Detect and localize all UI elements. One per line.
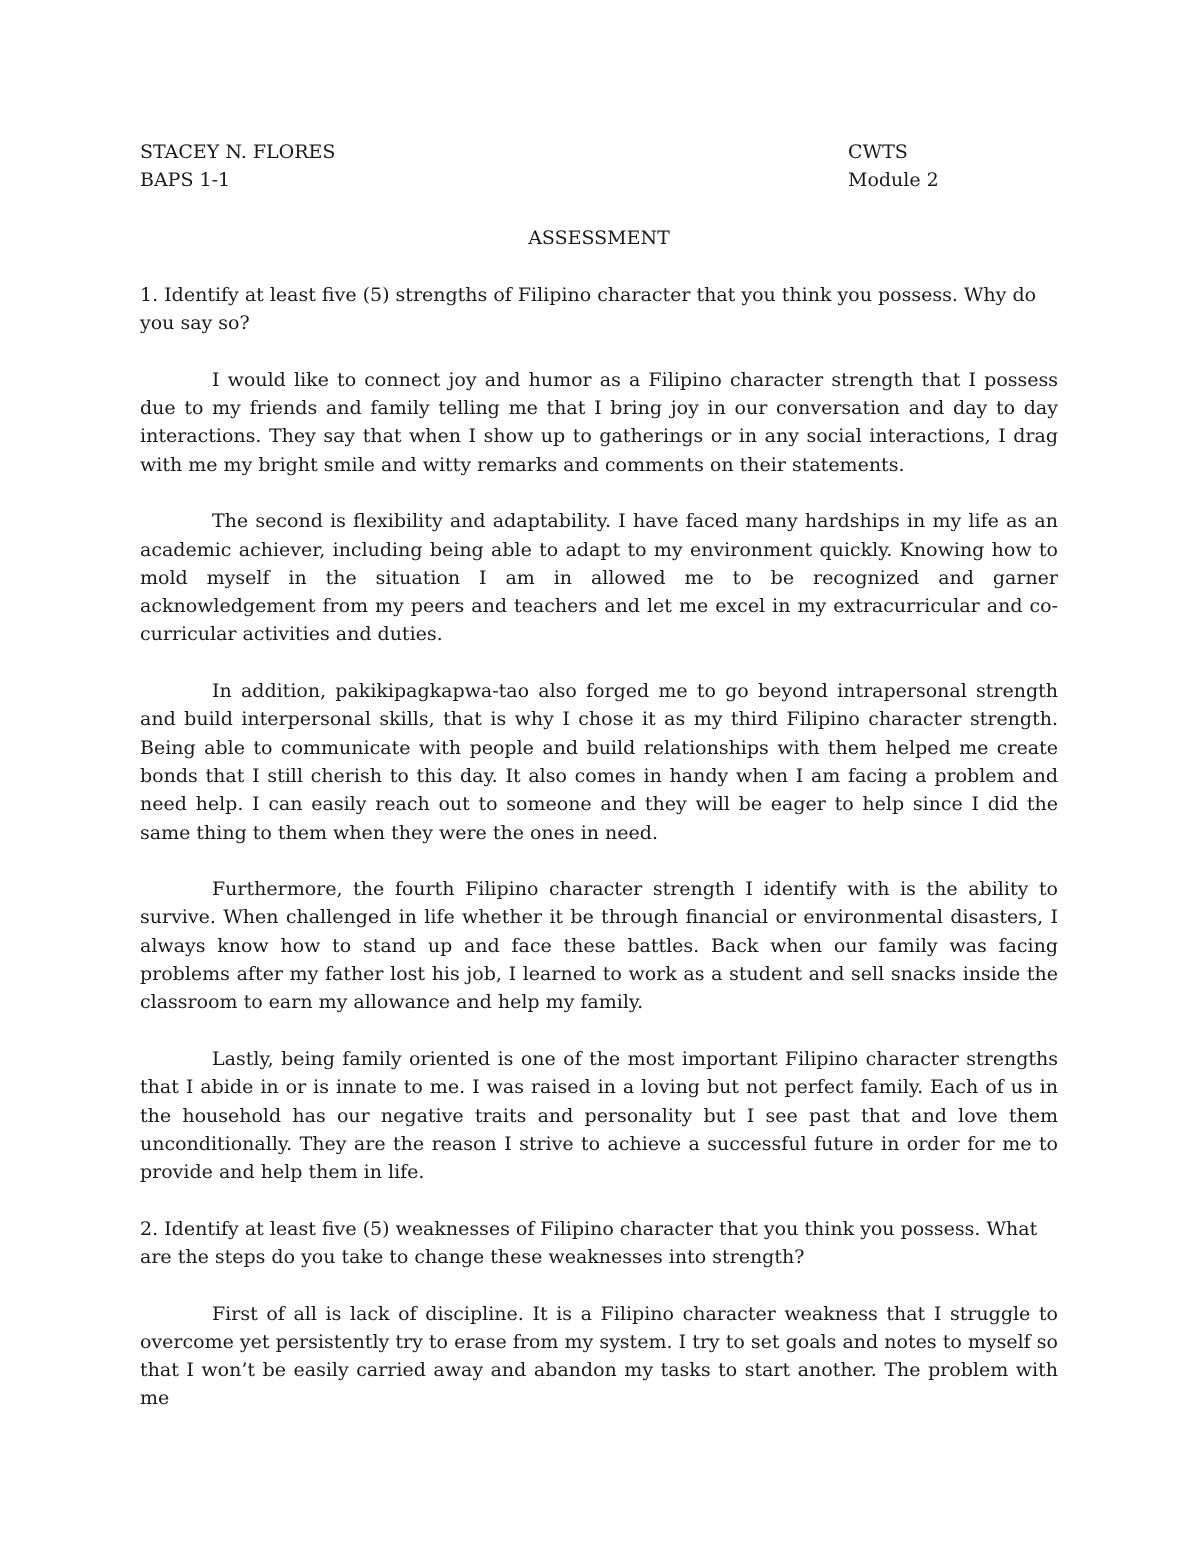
header-row-1 xyxy=(140,138,1058,166)
answer-2-paragraph-1: First of all is lack of discipline. It is a Filipino character weakness that I struggle to overcome yet persistently try to erase from my system. I try to set goals and notes to myself so that I won’t be easily carried away and abandon my tasks to start another. The problem with me xyxy=(140,1302,1058,1410)
student-section: BAPS 1-1 xyxy=(140,169,231,192)
header-row-2 xyxy=(140,166,1058,194)
student-name: STACEY N. FLORES xyxy=(140,141,336,163)
answer-1-paragraph-4: Furthermore, the fourth Filipino character strength I identify with is the ability to survive. When challenged in life whether it be through financial or environmental disasters, I always know how to stand up and face these battles. Back when our family was facing problems after my father lost his job, I learned to work as a student and sell snacks inside the classroom to earn my allowance and help my family. xyxy=(140,878,1058,1014)
answer-1-paragraph-1: I would like to connect joy and humor as a Filipino character strength that I possess due to my friends and family telling me that I bring joy in our conversation and day to day interactions. They say that when I show up to gatherings or in any social interactions, I drag with me my bright smile and witty remarks and comments on their statements. xyxy=(140,368,1058,476)
answer-1-paragraph-5: Lastly, being family oriented is one of the most important Filipino character strengths that I abide in or is innate to me. I was raised in a loving but not perfect family. Each of us in the household has our negative traits and personality but I see past that and love them unconditionally. They are the reason I strive to achieve a successful future in order for me to provide and help them in life. xyxy=(140,1047,1058,1184)
answer-1-paragraph-3: In addition, pakikipagkapwa-tao also forged me to go beyond intrapersonal strength and build interpersonal skills, that is why I chose it as my third Filipino character strength. Being able to communicate with people and build relationships with them helped me create bonds that I still cherish to this day. It also comes in handy when I am facing a problem and need help. I can easily reach out to someone and they will be eager to help since I did the same thing to them when they were the ones in need. xyxy=(140,680,1058,844)
question-2: 2. Identify at least five (5) weaknesses of Filipino character that you think you possess. What are the steps do you take to change these weaknesses into strength? xyxy=(140,1217,1038,1268)
course-name: CWTS xyxy=(848,141,908,163)
question-1: 1. Identify at least five (5) strengths of Filipino character that you think you possess. Why do you say so? xyxy=(140,283,1037,335)
document-page xyxy=(140,138,1058,1413)
document-title: ASSESSMENT xyxy=(528,226,670,249)
answer-1-paragraph-2: The second is flexibility and adaptability. I have faced many hardships in my life as an academic achiever, including being able to adapt to my environment quickly. Knowing how to mold myself in the situation I am in allowed me to be recognized and garner acknowledgement from my peers and teachers and let me excel in my extracurricular and co-curricular activities and duties. xyxy=(140,510,1058,646)
module-label: Module 2 xyxy=(848,169,939,192)
